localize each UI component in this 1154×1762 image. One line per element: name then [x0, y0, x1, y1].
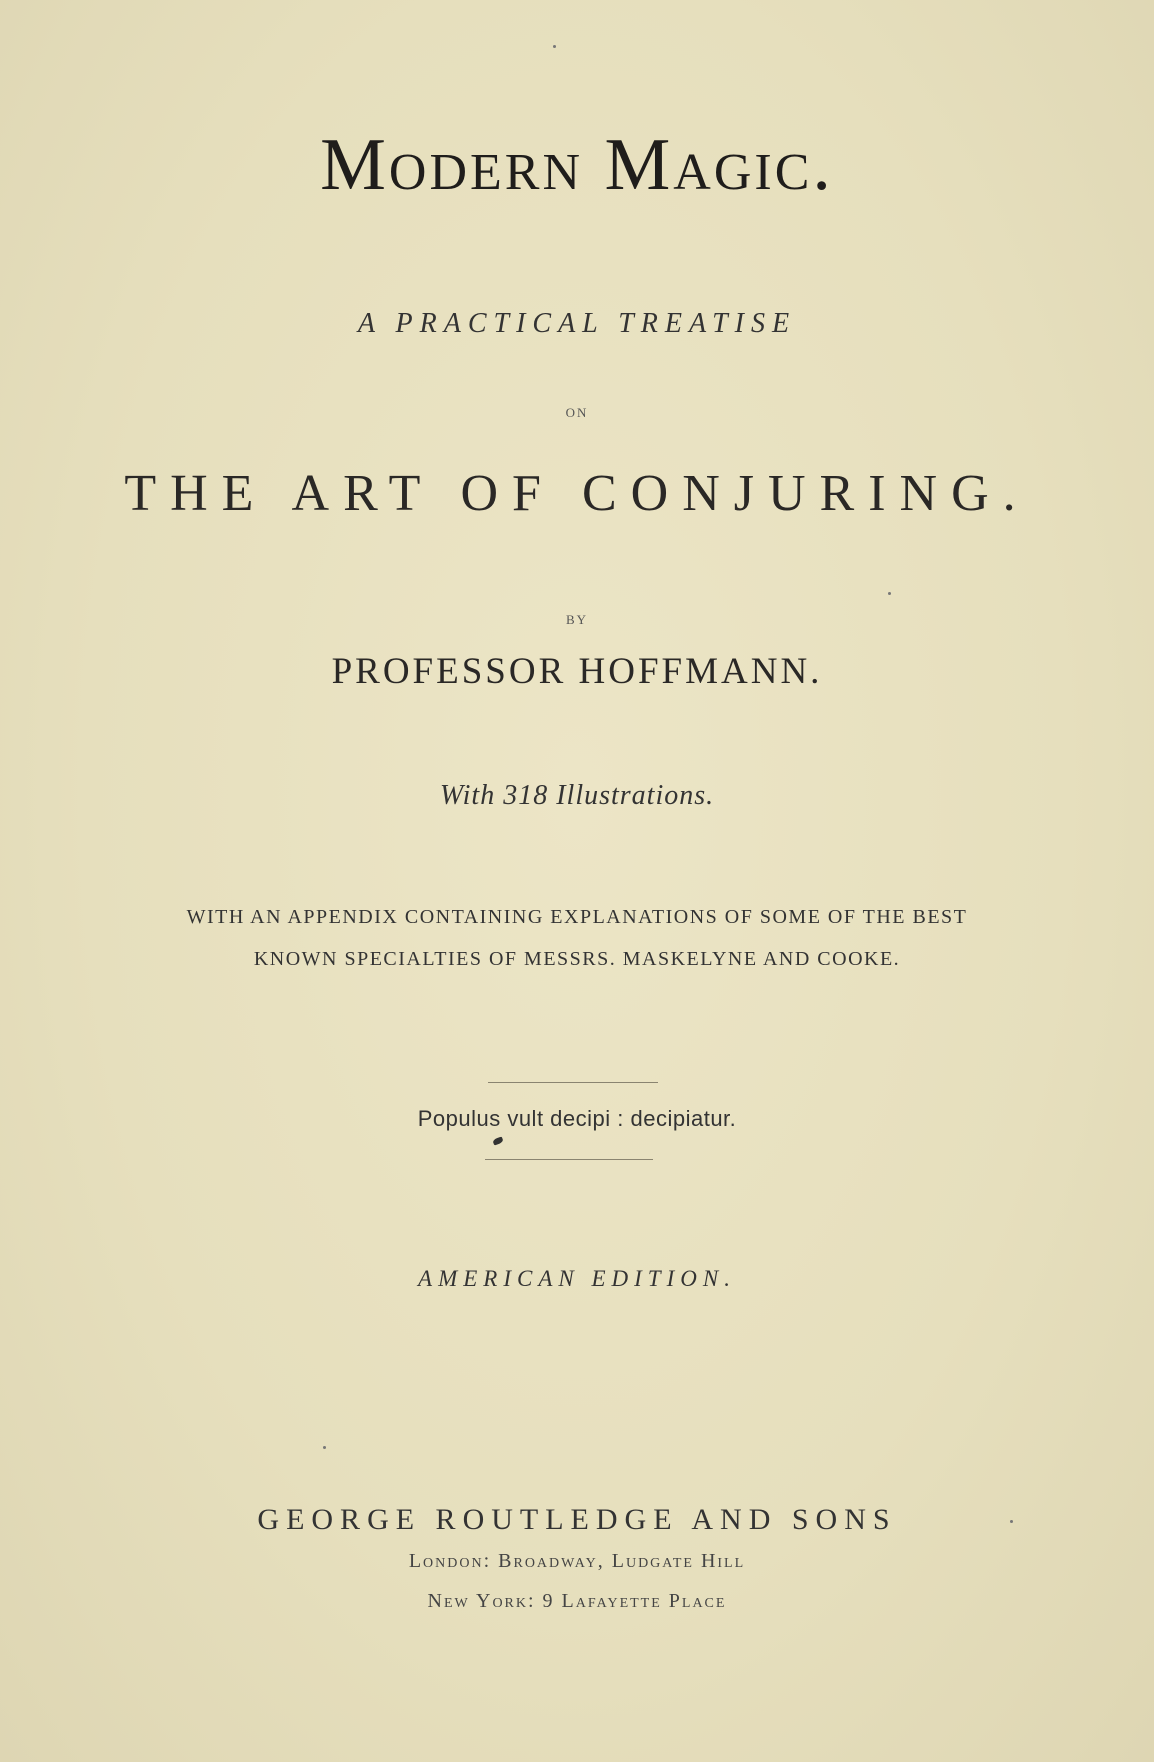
illustrations-note: With 318 Illustrations. — [439, 780, 715, 811]
edition-label: AMERICAN EDITION. — [418, 1266, 736, 1291]
publisher-address-london: London: Broadway, Ludgate Hill — [408, 1550, 746, 1572]
main-title: THE ART OF CONJURING. — [124, 465, 1030, 522]
fleuron-ornament — [492, 1136, 503, 1145]
connector-by: BY — [565, 612, 589, 627]
paper-speck — [1010, 1520, 1013, 1523]
publisher-address-new-york: New York: 9 Lafayette Place — [427, 1590, 727, 1612]
paper-speck — [888, 592, 891, 595]
paper-speck — [553, 45, 556, 48]
book-title: Modern Magic. — [320, 124, 834, 206]
book-subtitle: A PRACTICAL TREATISE — [357, 308, 797, 339]
appendix-line-2: KNOWN SPECIALTIES OF MESSRS. MASKELYNE AND COOKE. — [253, 948, 901, 970]
publisher-name: GEORGE ROUTLEDGE AND SONS — [257, 1503, 897, 1536]
divider-top — [488, 1082, 658, 1083]
motto: Populus vult decipi : decipiatur. — [417, 1106, 737, 1131]
paper-speck — [323, 1446, 326, 1449]
divider-bottom — [485, 1159, 653, 1160]
author-name: PROFESSOR HOFFMANN. — [331, 651, 823, 692]
connector-on: ON — [565, 405, 589, 420]
appendix-line-1: WITH AN APPENDIX CONTAINING EXPLANATIONS OF SOME OF THE BEST — [186, 906, 968, 928]
